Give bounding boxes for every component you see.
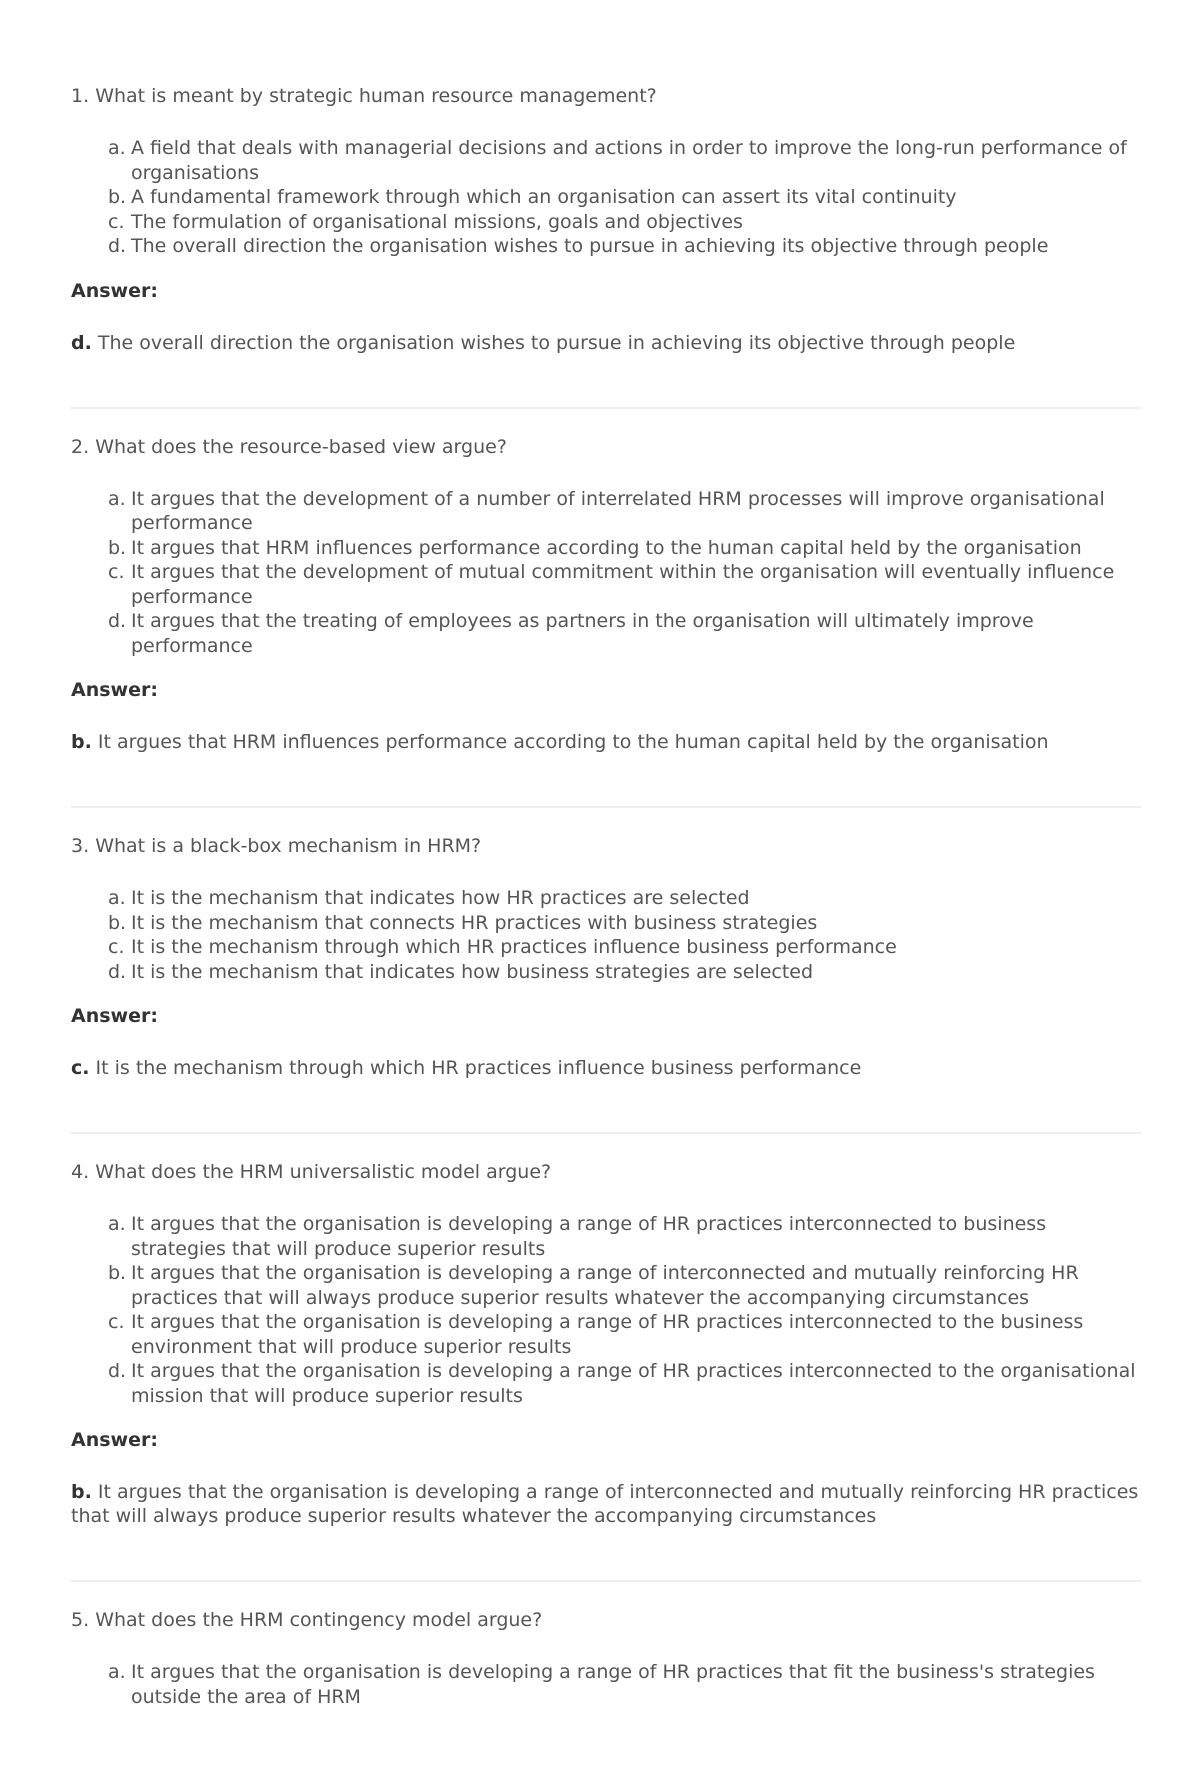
option-letter: d. xyxy=(108,960,127,983)
option-text: The formulation of organisational missions, goals and objectives xyxy=(131,210,743,233)
question-block xyxy=(71,84,1141,409)
question-body: What is a black-box mechanism in HRM? xyxy=(95,835,482,857)
option-letter: a. xyxy=(108,887,126,909)
question-text xyxy=(71,1608,1141,1632)
option-letter: c. xyxy=(108,561,125,583)
option-item xyxy=(71,609,1141,658)
option-letter: b. xyxy=(108,1262,127,1284)
answer-body: It argues that the organisation is developing a range of interconnected and mutually reinforcing HR practices that will always produce superior results whatever the accompanying circumstances xyxy=(71,1481,1139,1527)
option-letter: b. xyxy=(108,911,127,934)
answer-text xyxy=(71,1056,1141,1080)
answer-label: Answer: xyxy=(71,679,158,701)
option-text: A fundamental framework through which an organisation can assert its vital continuity xyxy=(131,186,957,208)
option-text: It argues that the development of mutual commitment within the organisation will eventually influence performance xyxy=(131,561,1115,608)
option-text: It argues that the development of a number of interrelated HRM processes will improve organisational performance xyxy=(131,487,1105,534)
options-list xyxy=(71,487,1141,659)
option-letter: a. xyxy=(108,487,126,510)
option-item xyxy=(71,560,1141,609)
question-text xyxy=(71,834,1141,858)
option-text: It is the mechanism that indicates how HR practices are selected xyxy=(131,887,750,909)
option-item xyxy=(71,935,1141,960)
option-text: It argues that the organisation is developing a range of interconnected and mutually reinforcing HR practices that will always produce superior results whatever the accompanying circumstances xyxy=(131,1262,1079,1309)
answer-body: It is the mechanism through which HR practices influence business performance xyxy=(95,1057,862,1079)
option-item xyxy=(71,210,1141,235)
option-letter: b. xyxy=(108,536,127,559)
question-block xyxy=(71,1160,1141,1582)
option-item xyxy=(71,185,1141,210)
option-letter: d. xyxy=(108,1360,127,1382)
question-body: What does the resource-based view argue? xyxy=(95,435,507,458)
option-text: It is the mechanism that connects HR practices with business strategies xyxy=(131,911,818,934)
option-item xyxy=(71,1212,1141,1261)
question-block xyxy=(71,1608,1141,1755)
options-list xyxy=(71,886,1141,984)
answer-letter: b. xyxy=(71,1481,92,1503)
option-text: The overall direction the organisation wishes to pursue in achieving its objective through people xyxy=(131,235,1049,257)
option-letter: d. xyxy=(108,610,127,632)
quiz-document xyxy=(71,84,1141,1781)
option-item xyxy=(71,911,1141,936)
answer-label: Answer: xyxy=(71,1429,158,1451)
question-block xyxy=(71,435,1141,809)
option-text: It is the mechanism through which HR practices influence business performance xyxy=(131,936,897,958)
option-item xyxy=(71,234,1141,259)
option-text: It argues that the organisation is developing a range of HR practices interconnected to the business environment that will produce superior results xyxy=(131,1311,1084,1358)
answer-text xyxy=(71,331,1141,355)
option-item xyxy=(71,1261,1141,1310)
answer-body: It argues that HRM influences performance according to the human capital held by the organisation xyxy=(97,731,1049,753)
option-letter: c. xyxy=(108,936,125,958)
answer-text xyxy=(71,1480,1141,1528)
question-number: 3. xyxy=(71,835,90,857)
option-text: It argues that the organisation is developing a range of HR practices that fit the business's strategies outside the area of HRM xyxy=(131,1661,1095,1708)
option-item xyxy=(71,536,1141,561)
option-item xyxy=(71,960,1141,985)
option-text: It argues that the organisation is developing a range of HR practices interconnected to business strategies that will produce superior results xyxy=(131,1213,1047,1260)
option-letter: a. xyxy=(108,137,126,159)
option-item xyxy=(71,1310,1141,1359)
question-text xyxy=(71,84,1141,108)
option-text: A field that deals with managerial decisions and actions in order to improve the long-run performance of organisations xyxy=(131,137,1127,184)
question-block xyxy=(71,834,1141,1134)
option-item xyxy=(71,886,1141,911)
option-letter: a. xyxy=(108,1213,126,1235)
question-text xyxy=(71,435,1141,459)
question-number: 4. xyxy=(71,1161,90,1183)
option-item xyxy=(71,136,1141,185)
question-body: What does the HRM contingency model argue? xyxy=(95,1609,543,1631)
answer-label: Answer: xyxy=(71,1005,158,1027)
option-item xyxy=(71,487,1141,536)
option-item xyxy=(71,1660,1141,1709)
question-body: What does the HRM universalistic model argue? xyxy=(95,1161,552,1183)
options-list xyxy=(71,136,1141,259)
question-number: 2. xyxy=(71,435,90,458)
answer-text xyxy=(71,730,1141,754)
answer-letter: d. xyxy=(71,331,92,354)
answer-label: Answer: xyxy=(71,279,158,302)
option-text: It argues that HRM influences performance according to the human capital held by the organisation xyxy=(131,536,1082,559)
options-list xyxy=(71,1212,1141,1408)
answer-letter: c. xyxy=(71,1057,90,1079)
answer-letter: b. xyxy=(71,731,92,753)
question-number: 5. xyxy=(71,1609,90,1631)
option-text: It argues that the organisation is developing a range of HR practices interconnected to the organisational mission that will produce superior results xyxy=(131,1360,1136,1407)
option-letter: d. xyxy=(108,235,127,257)
option-text: It argues that the treating of employees as partners in the organisation will ultimately improve performance xyxy=(131,610,1034,657)
option-letter: c. xyxy=(108,1311,125,1333)
option-item xyxy=(71,1359,1141,1408)
option-text: It is the mechanism that indicates how business strategies are selected xyxy=(131,960,814,983)
question-text xyxy=(71,1160,1141,1184)
answer-body: The overall direction the organisation wishes to pursue in achieving its objective through people xyxy=(97,331,1016,354)
options-list xyxy=(71,1660,1141,1709)
option-letter: b. xyxy=(108,186,127,208)
question-number: 1. xyxy=(71,85,90,107)
option-letter: c. xyxy=(108,210,125,233)
question-body: What is meant by strategic human resource management? xyxy=(95,85,657,107)
option-letter: a. xyxy=(108,1661,126,1683)
